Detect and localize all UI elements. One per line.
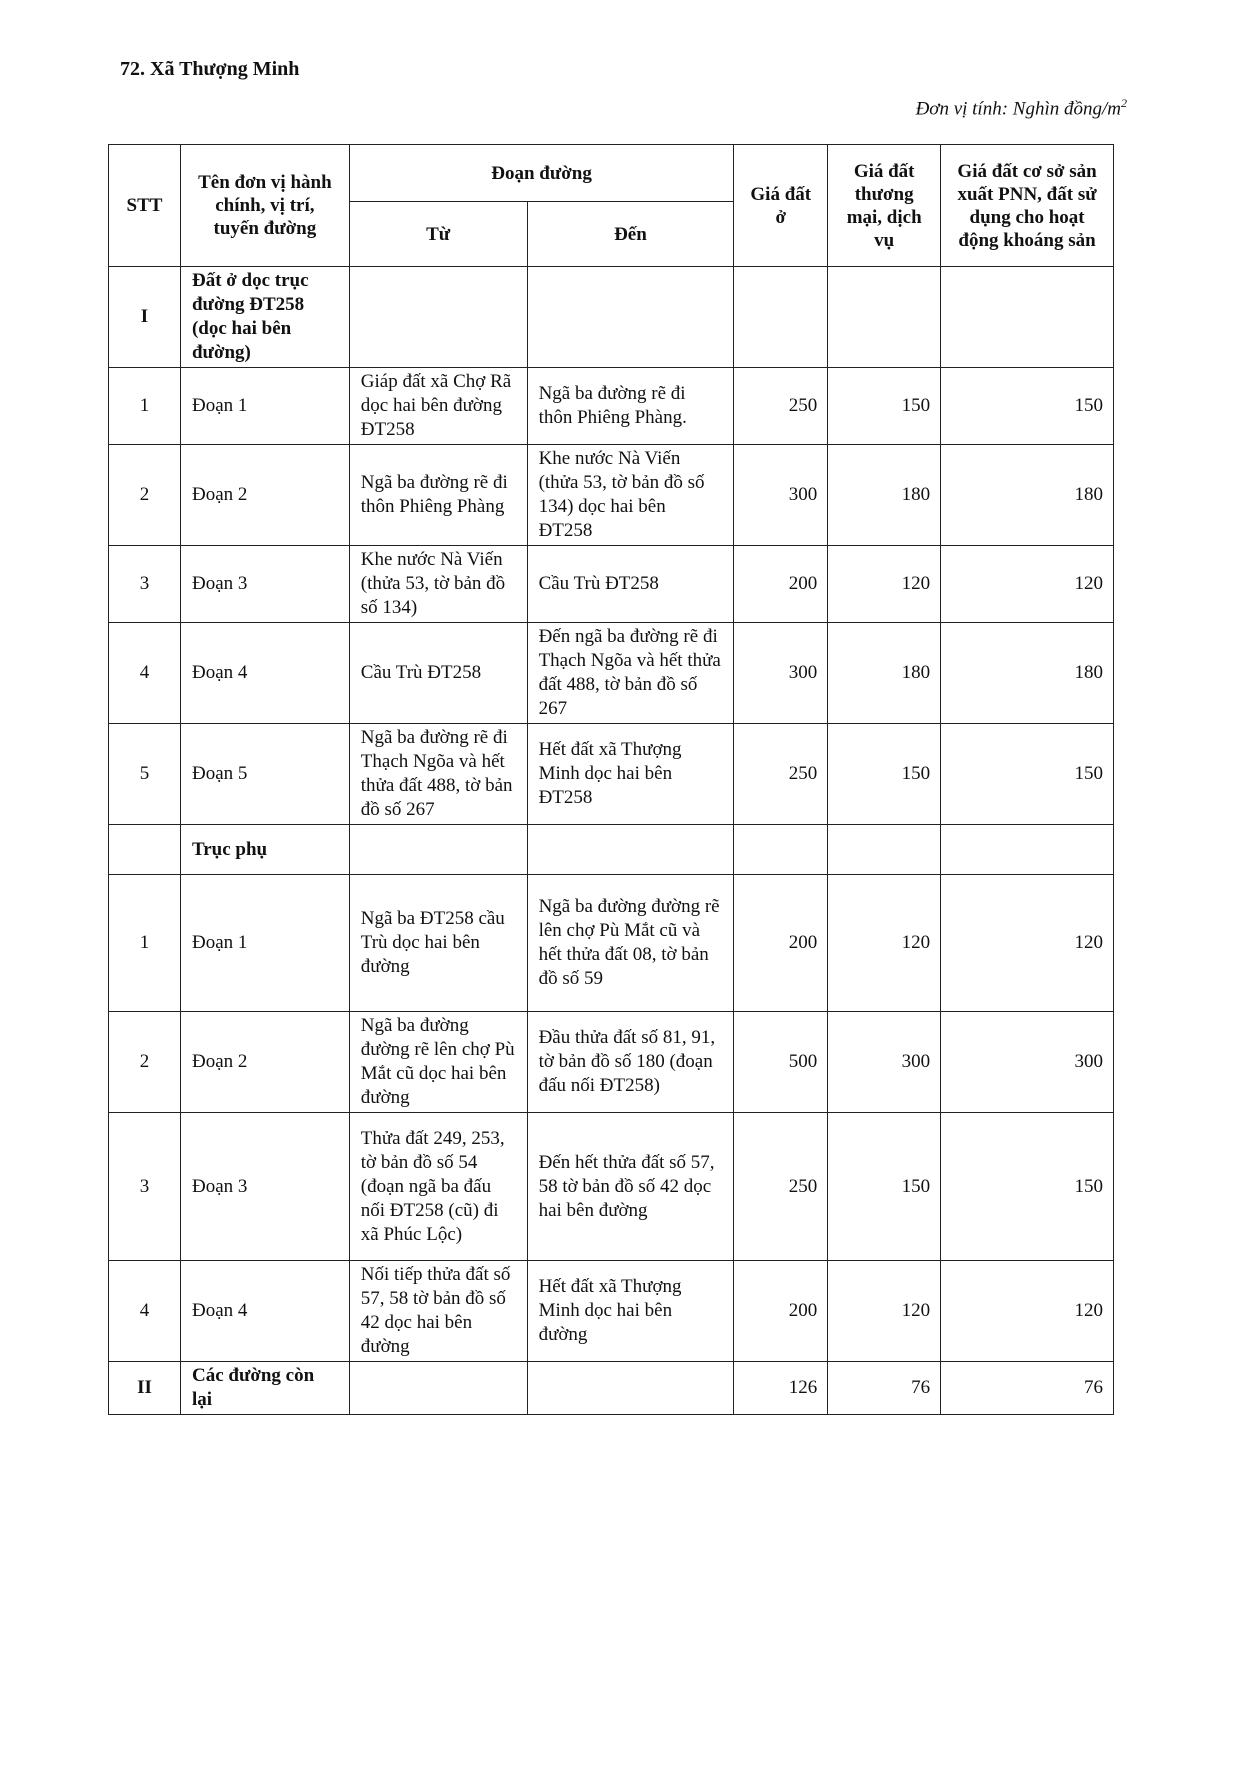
row-residential: 126 bbox=[734, 1362, 828, 1415]
row-to: Ngã ba đường đường rẽ lên chợ Pù Mắt cũ và hết thửa đất 08, tờ bản đồ số 59 bbox=[527, 875, 734, 1012]
row-name: Đoạn 1 bbox=[180, 875, 349, 1012]
row-stt: 1 bbox=[109, 368, 181, 445]
row-residential: 500 bbox=[734, 1012, 828, 1113]
header-row-1 bbox=[109, 145, 1114, 202]
header-segment: Đoạn đường bbox=[349, 145, 734, 202]
row-stt: 1 bbox=[109, 875, 181, 1012]
row-to: Đến ngã ba đường rẽ đi Thạch Ngõa và hết thửa đất 488, tờ bản đồ số 267 bbox=[527, 623, 734, 724]
header-to: Đến bbox=[527, 202, 734, 267]
row-production: 150 bbox=[941, 368, 1114, 445]
table-row bbox=[109, 368, 1114, 445]
unit-superscript: 2 bbox=[1121, 96, 1127, 110]
row-to: Cầu Trù ĐT258 bbox=[527, 546, 734, 623]
row-to: Hết đất xã Thượng Minh dọc hai bên ĐT258 bbox=[527, 724, 734, 825]
row-production: 76 bbox=[941, 1362, 1114, 1415]
row-from: Ngã ba đường rẽ đi thôn Phiêng Phàng bbox=[349, 445, 527, 546]
table-row bbox=[109, 546, 1114, 623]
row-name: Đoạn 2 bbox=[180, 1012, 349, 1113]
row-commercial: 180 bbox=[828, 445, 941, 546]
row-production: 150 bbox=[941, 724, 1114, 825]
row-name: Đoạn 2 bbox=[180, 445, 349, 546]
row-name: Đoạn 5 bbox=[180, 724, 349, 825]
section-name: Các đường còn lại bbox=[180, 1362, 349, 1415]
header-production: Giá đất cơ sở sản xuất PNN, đất sử dụng cho hoạt động khoáng sản bbox=[941, 145, 1114, 267]
header-stt: STT bbox=[109, 145, 181, 267]
row-residential: 300 bbox=[734, 623, 828, 724]
document-title: 72. Xã Thượng Minh bbox=[120, 58, 300, 80]
section-row-I bbox=[109, 267, 1114, 368]
row-commercial: 300 bbox=[828, 1012, 941, 1113]
row-name: Đoạn 4 bbox=[180, 623, 349, 724]
row-residential: 250 bbox=[734, 368, 828, 445]
row-from: Giáp đất xã Chợ Rã dọc hai bên đường ĐT258 bbox=[349, 368, 527, 445]
row-commercial: 120 bbox=[828, 1261, 941, 1362]
row-commercial: 120 bbox=[828, 875, 941, 1012]
row-production: 180 bbox=[941, 445, 1114, 546]
row-stt: 3 bbox=[109, 546, 181, 623]
table-row bbox=[109, 1012, 1114, 1113]
row-from: Thửa đất 249, 253, tờ bản đồ số 54 (đoạn ngã ba đấu nối ĐT258 (cũ) đi xã Phúc Lộc) bbox=[349, 1113, 527, 1261]
land-price-table bbox=[108, 144, 1114, 1415]
row-commercial: 76 bbox=[828, 1362, 941, 1415]
row-production: 120 bbox=[941, 875, 1114, 1012]
row-production: 150 bbox=[941, 1113, 1114, 1261]
section-stt: II bbox=[109, 1362, 181, 1415]
row-production: 180 bbox=[941, 623, 1114, 724]
row-stt: 4 bbox=[109, 1261, 181, 1362]
row-residential: 300 bbox=[734, 445, 828, 546]
row-stt: 5 bbox=[109, 724, 181, 825]
row-name: Đoạn 3 bbox=[180, 1113, 349, 1261]
row-commercial: 180 bbox=[828, 623, 941, 724]
row-from: Ngã ba đường rẽ đi Thạch Ngõa và hết thửa đất 488, tờ bản đồ số 267 bbox=[349, 724, 527, 825]
row-residential: 250 bbox=[734, 724, 828, 825]
row-name: Đoạn 3 bbox=[180, 546, 349, 623]
row-residential: 200 bbox=[734, 1261, 828, 1362]
row-commercial: 150 bbox=[828, 368, 941, 445]
table-row bbox=[109, 1113, 1114, 1261]
section-row-II bbox=[109, 1362, 1114, 1415]
header-from: Từ bbox=[349, 202, 527, 267]
row-stt: 4 bbox=[109, 623, 181, 724]
row-from: Cầu Trù ĐT258 bbox=[349, 623, 527, 724]
section-name: Đất ở dọc trục đường ĐT258 (dọc hai bên đường) bbox=[180, 267, 349, 368]
row-from: Khe nước Nà Viến (thửa 53, tờ bản đồ số 134) bbox=[349, 546, 527, 623]
row-to: Ngã ba đường rẽ đi thôn Phiêng Phàng. bbox=[527, 368, 734, 445]
section-stt: I bbox=[109, 267, 181, 368]
row-name: Đoạn 4 bbox=[180, 1261, 349, 1362]
sub-section-name: Trục phụ bbox=[180, 825, 349, 875]
row-from: Ngã ba ĐT258 cầu Trù dọc hai bên đường bbox=[349, 875, 527, 1012]
header-name: Tên đơn vị hành chính, vị trí, tuyến đường bbox=[180, 145, 349, 267]
table-row bbox=[109, 623, 1114, 724]
table-row bbox=[109, 724, 1114, 825]
row-residential: 250 bbox=[734, 1113, 828, 1261]
row-to: Khe nước Nà Viến (thửa 53, tờ bản đồ số 134) dọc hai bên ĐT258 bbox=[527, 445, 734, 546]
row-residential: 200 bbox=[734, 875, 828, 1012]
row-stt: 2 bbox=[109, 445, 181, 546]
row-to: Hết đất xã Thượng Minh dọc hai bên đường bbox=[527, 1261, 734, 1362]
row-commercial: 150 bbox=[828, 724, 941, 825]
row-from: Ngã ba đường đường rẽ lên chợ Pù Mắt cũ dọc hai bên đường bbox=[349, 1012, 527, 1113]
unit-label bbox=[916, 96, 1127, 120]
table-row bbox=[109, 1261, 1114, 1362]
row-commercial: 120 bbox=[828, 546, 941, 623]
row-stt: 3 bbox=[109, 1113, 181, 1261]
row-production: 120 bbox=[941, 546, 1114, 623]
row-to: Đến hết thửa đất số 57, 58 tờ bản đồ số 42 dọc hai bên đường bbox=[527, 1113, 734, 1261]
unit-label-text: Đơn vị tính: Nghìn đồng/m bbox=[915, 98, 1121, 120]
sub-section-row bbox=[109, 825, 1114, 875]
row-to: Đầu thửa đất số 81, 91, tờ bản đồ số 180 (đoạn đấu nối ĐT258) bbox=[527, 1012, 734, 1113]
table-row bbox=[109, 875, 1114, 1012]
row-production: 300 bbox=[941, 1012, 1114, 1113]
row-stt: 2 bbox=[109, 1012, 181, 1113]
row-name: Đoạn 1 bbox=[180, 368, 349, 445]
row-production: 120 bbox=[941, 1261, 1114, 1362]
table-row bbox=[109, 445, 1114, 546]
row-commercial: 150 bbox=[828, 1113, 941, 1261]
row-residential: 200 bbox=[734, 546, 828, 623]
header-residential: Giá đất ở bbox=[734, 145, 828, 267]
row-from: Nối tiếp thửa đất số 57, 58 tờ bản đồ số 42 dọc hai bên đường bbox=[349, 1261, 527, 1362]
header-commercial: Giá đất thương mại, dịch vụ bbox=[828, 145, 941, 267]
